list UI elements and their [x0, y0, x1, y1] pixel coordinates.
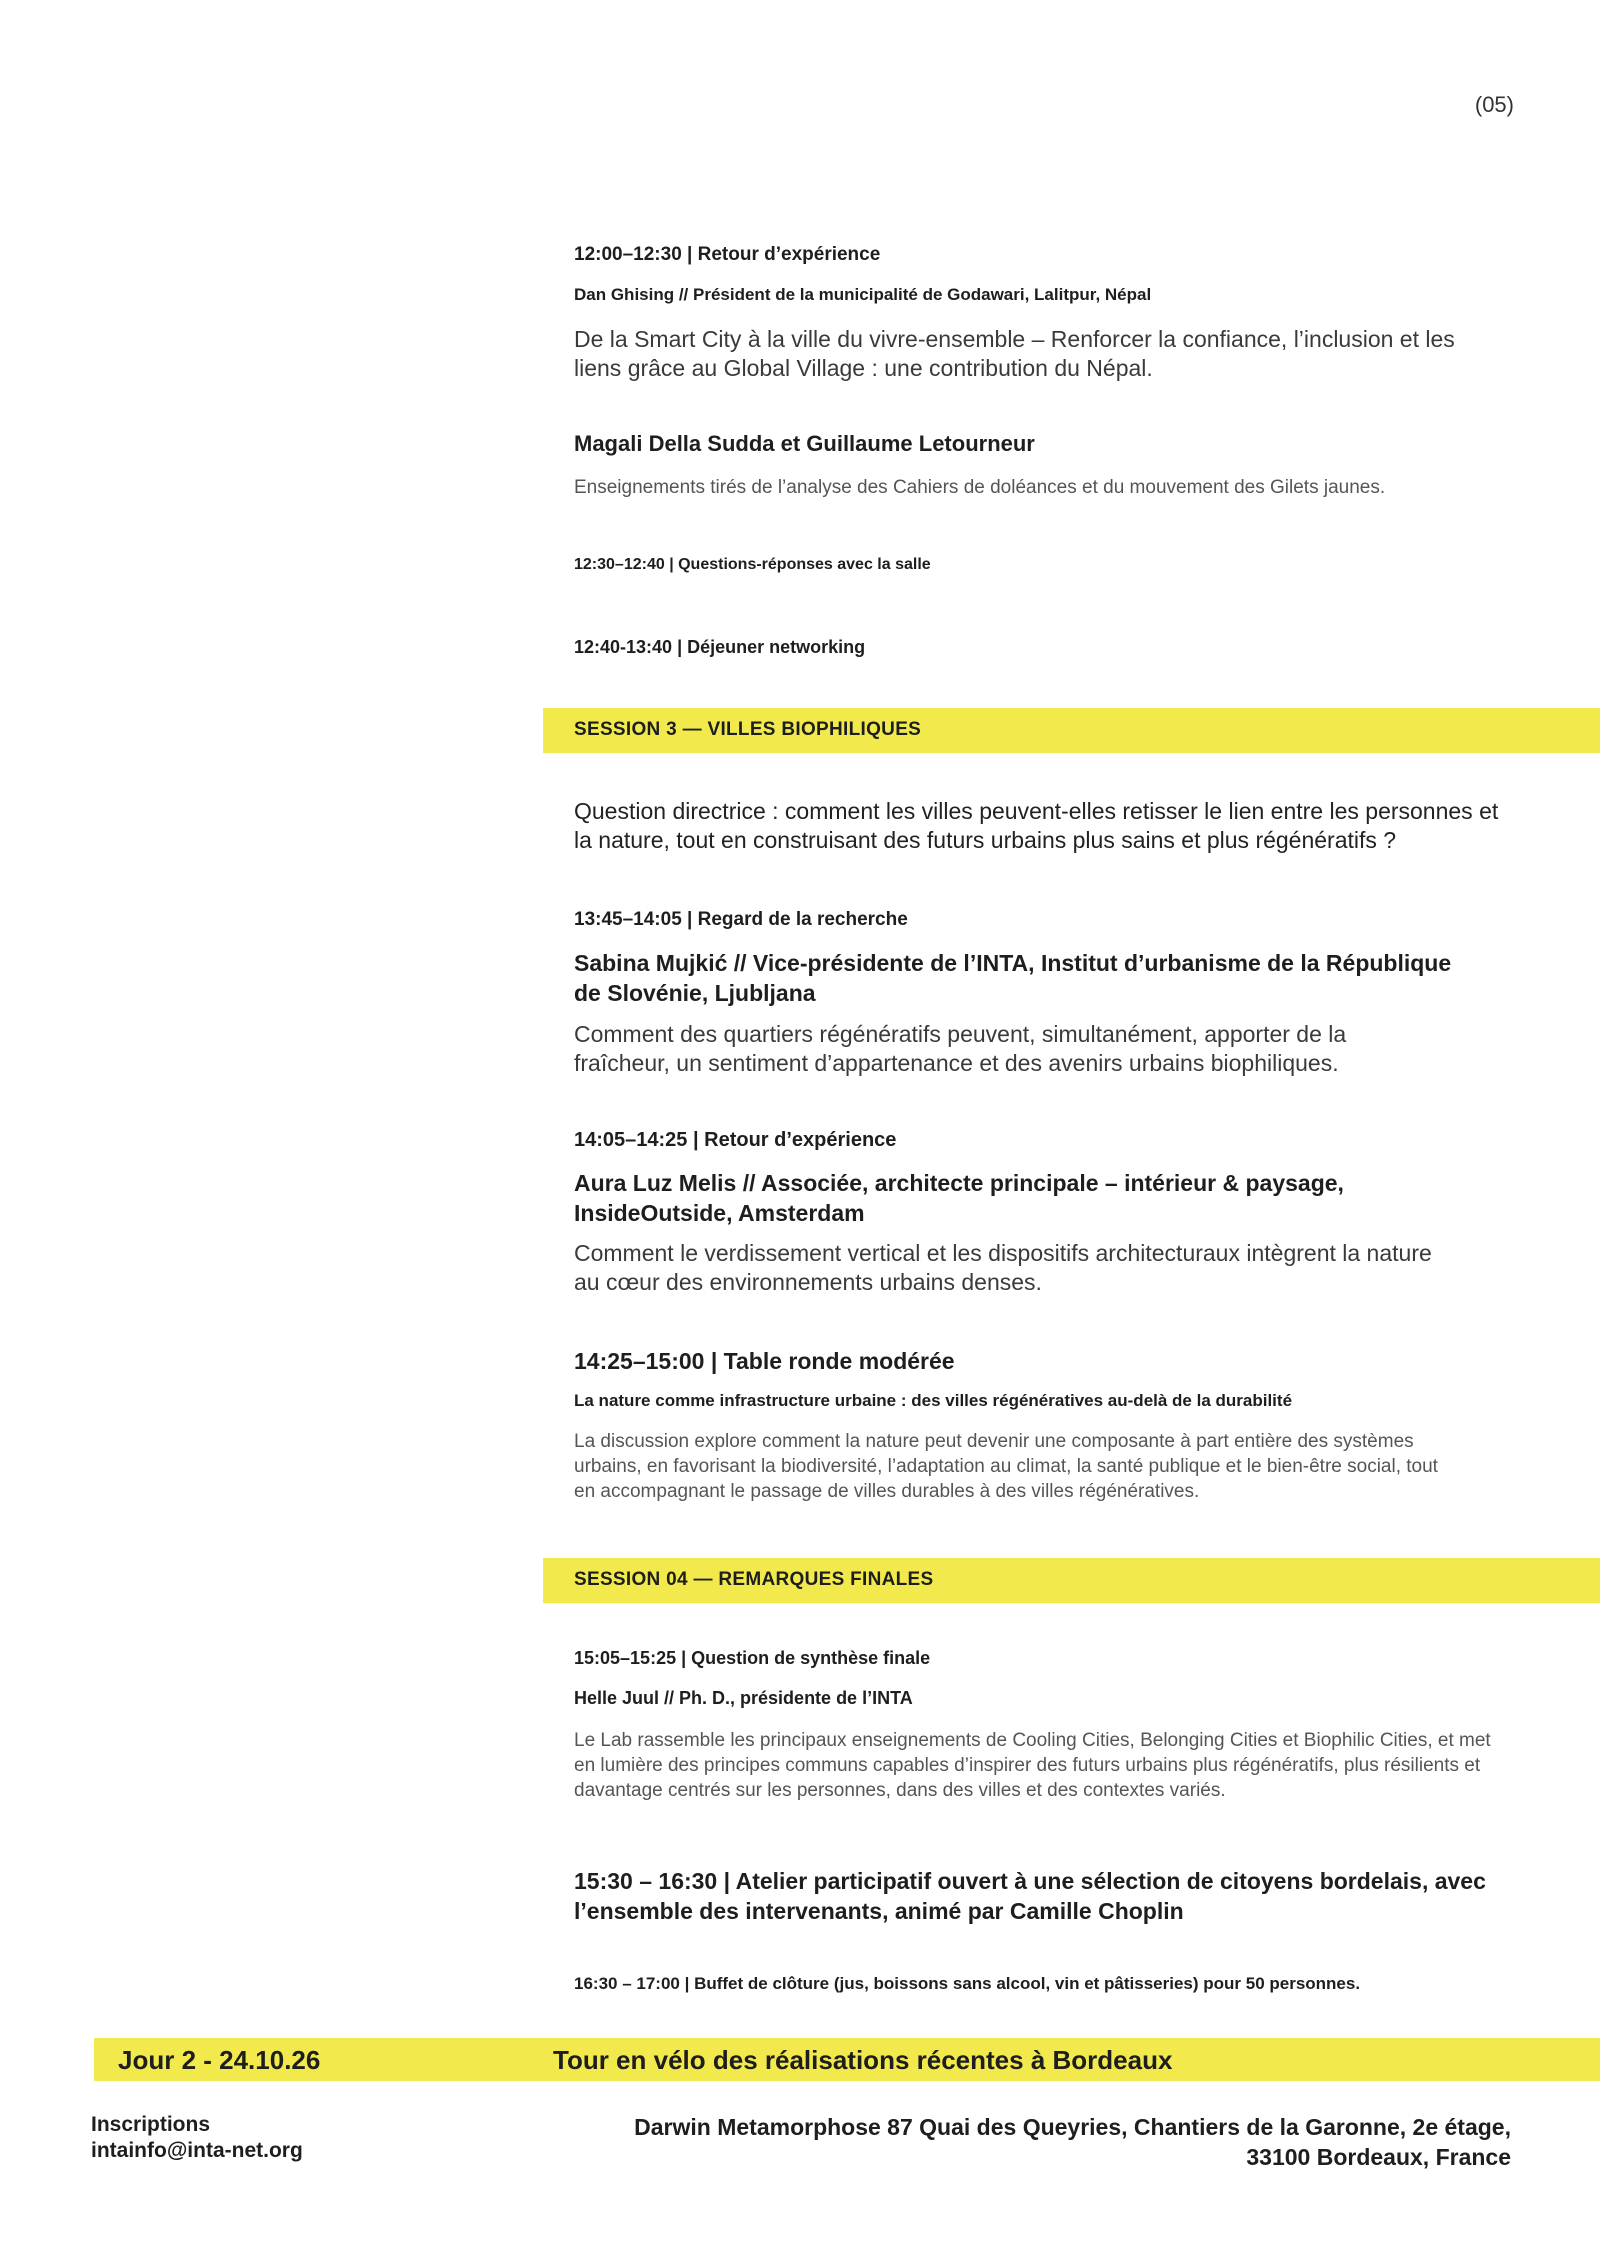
talk-description-verdissement: Comment le verdissement vertical et les dispositifs architecturaux intègrent la nature au cœur des environnements urbains denses. [574, 1240, 1432, 1295]
session-4-title: SESSION 04 — REMARQUES FINALES [574, 1569, 934, 1590]
page-number: (05) [1474, 92, 1514, 117]
day-2-title: Tour en vélo des réalisations récentes à Bordeaux [553, 2045, 1173, 2075]
slot-time-table-ronde: 14:25–15:00 | Table ronde modérée [574, 1348, 955, 1374]
slot-time-questions: 12:30–12:40 | Questions-réponses avec la salle [574, 556, 931, 573]
footer-email[interactable]: intainfo@inta-net.org [91, 2139, 303, 2162]
footer-address: Darwin Metamorphose 87 Quai des Queyries, Chantiers de la Garonne, 2e étage, 33100 Bordeaux, France [634, 2114, 1511, 2170]
workshop-title: 15:30 – 16:30 | Atelier participatif ouvert à une sélection de citoyens bordelais, avec l’ensemble des intervenants, animé par Camille Choplin [574, 1868, 1486, 1924]
talk-description-nepal: De la Smart City à la ville du vivre-ensemble – Renforcer la confiance, l’inclusion et les liens grâce au Global Village : une contribution du Népal. [574, 326, 1455, 381]
session-3-question: Question directrice : comment les villes peuvent-elles retisser le lien entre les personnes et la nature, tout en construisant des futurs urbains plus sains et plus régénératifs ? [574, 798, 1499, 853]
roundtable-title: La nature comme infrastructure urbaine : des villes régénératives au-delà de la durabilité [574, 1391, 1293, 1410]
footer-inscriptions-label: Inscriptions [91, 2113, 211, 2136]
day-2-date: Jour 2 - 24.10.26 [118, 2045, 321, 2075]
talk-description-quartiers: Comment des quartiers régénératifs peuvent, simultanément, apporter de la fraîcheur, un sentiment d’appartenance et des avenirs urbains biophiliques. [574, 1021, 1347, 1076]
speaker-sabina-mujkic: Sabina Mujkić // Vice-présidente de l’INTA, Institut d’urbanisme de la République de Slovénie, Ljubljana [574, 950, 1452, 1006]
speaker-aura-luz-melis: Aura Luz Melis // Associée, architecte principale – intérieur & paysage, InsideOutside, Amsterdam [574, 1170, 1344, 1226]
slot-time-retour-experience-2: 14:05–14:25 | Retour d’expérience [574, 1129, 897, 1151]
slot-time-regard-recherche: 13:45–14:05 | Regard de la recherche [574, 909, 908, 930]
closing-buffet: 16:30 – 17:00 | Buffet de clôture (jus, boissons sans alcool, vin et pâtisseries) pour 50 personnes. [574, 1974, 1361, 1993]
slot-time-lunch: 12:40-13:40 | Déjeuner networking [574, 637, 866, 657]
session-3-title: SESSION 3 — VILLES BIOPHILIQUES [574, 719, 922, 740]
synthesis-description: Le Lab rassemble les principaux enseignements de Cooling Cities, Belonging Cities et Biophilic Cities, et met en lumière des principes communs capables d’inspirer des futurs urbains plus régénératifs, plus résilients et davantage centrés sur les personnes, dans des villes et des contextes variés. [574, 1730, 1491, 1801]
slot-time-synthese: 15:05–15:25 | Question de synthèse finale [574, 1648, 931, 1668]
slot-time-retour-experience-1: 12:00–12:30 | Retour d’expérience [574, 244, 881, 265]
speaker-helle-juul: Helle Juul // Ph. D., présidente de l’INTA [574, 1688, 913, 1708]
speaker-della-sudda-letourneur: Magali Della Sudda et Guillaume Letourneur [574, 431, 1035, 456]
talk-description-gilets-jaunes: Enseignements tirés de l’analyse des Cahiers de doléances et du mouvement des Gilets jaunes. [574, 477, 1386, 498]
speaker-dan-ghising: Dan Ghising // Président de la municipalité de Godawari, Lalitpur, Népal [574, 285, 1152, 304]
roundtable-description: La discussion explore comment la nature peut devenir une composante à part entière des systèmes urbains, en favorisant la biodiversité, l’adaptation au climat, la santé publique et le bien-être social, tout en accompagnant le passage de villes durables à des villes régénératives. [574, 1431, 1438, 1502]
